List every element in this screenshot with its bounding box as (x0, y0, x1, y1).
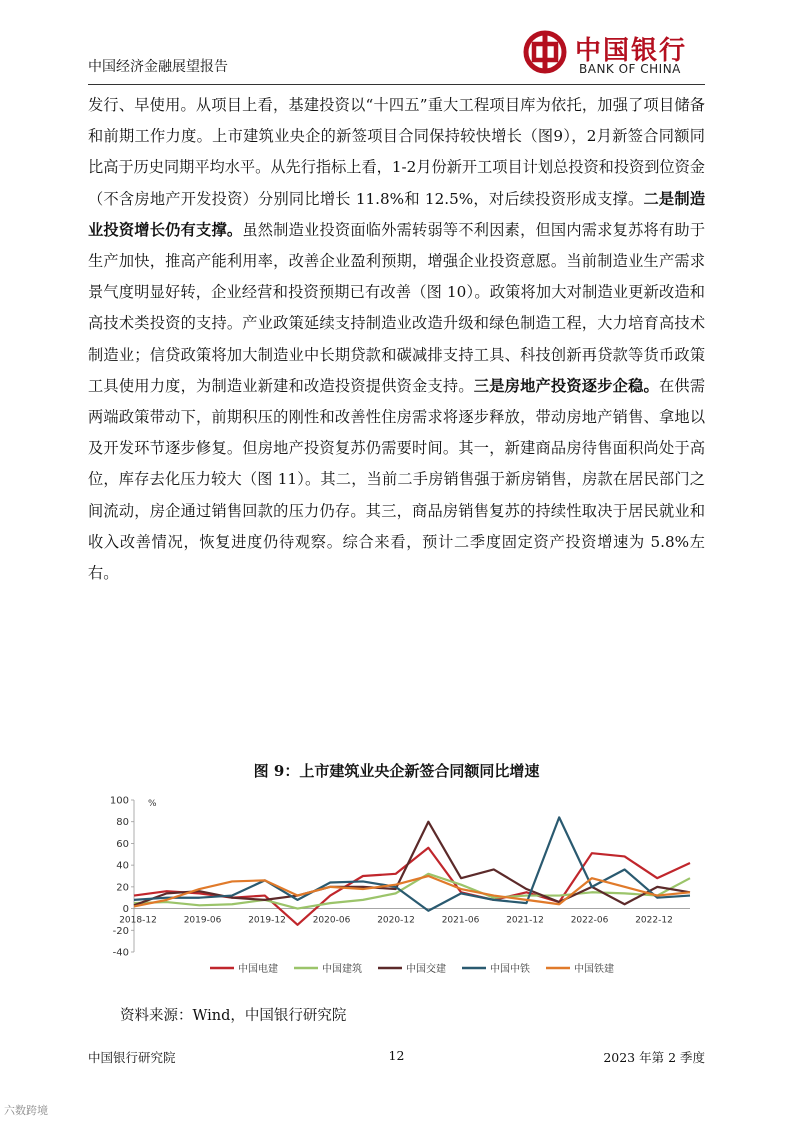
x-tick-label: 2022-12 (635, 915, 673, 926)
watermark-text: 六数跨境 (4, 1104, 48, 1117)
y-tick-label: 40 (116, 860, 129, 872)
page-footer (88, 1048, 705, 1068)
footer-org: 中国银行研究院 (88, 1050, 176, 1065)
x-tick-label: 2021-12 (506, 915, 544, 926)
body-bold-1: 二是制造业投资增长仍有支撑。 (88, 189, 706, 239)
bank-logo-icon (523, 30, 567, 74)
logo-english-name: BANK OF CHINA (579, 62, 681, 76)
x-tick-label: 2020-12 (377, 915, 415, 926)
x-tick-label: 2018-12 (119, 915, 157, 926)
legend-label-1: 中国电建 (238, 964, 278, 975)
x-tick-label: 2019-06 (183, 915, 222, 926)
page-number: 12 (388, 1048, 405, 1063)
y-tick-label: 100 (109, 795, 129, 807)
body-bold-2: 三是房地产投资逐步企稳。 (473, 376, 659, 395)
y-tick-label: 80 (116, 817, 129, 829)
series-line-5 (134, 876, 690, 906)
y-tick-label: -20 (112, 925, 129, 937)
x-tick-label: 2022-06 (570, 915, 609, 926)
line-chart (100, 790, 700, 985)
y-tick-label: 0 (122, 904, 129, 916)
x-tick-label: 2020-06 (312, 915, 351, 926)
legend-label-4: 中国中铁 (490, 964, 530, 975)
body-paragraph (88, 90, 705, 589)
body-segment-2: 虽然制造业投资面临外需转弱等不利因素，但国内需求复苏将有助于生产加快，推高产能利用率，改善企业盈利预期，增强企业投资意愿。当前制造业生产需求景气度明显好转，企业经营和投资预期已有改善（图 10）。政策将加大对制造业更新改造和高技术类投资的支持。产业政策延续支持制造业改造升级和绿色制造工程，大力培育高技术制造业；信贷政策将加大制造业中长期贷款和碳减排支持工具、科技创新再贷款等货币政策工具使用力度，为制造业新建和改造投资提供资金支持。 (88, 220, 706, 395)
footer-period: 2023 年第 2 季度 (603, 1050, 705, 1065)
figure-title: 图 9：上市建筑业央企新签合同额同比增速 (253, 762, 540, 780)
y-axis-unit: % (148, 799, 157, 809)
body-segment-1: 发行、早使用。从项目上看，基建投资以“十四五”重大工程项目库为依托，加强了项目储备和前期工作力度。上市建筑业央企的新签项目合同保持较快增长（图9），2月新签合同额同比高于历史同期平均水平。从先行指标上看，1-2月份新开工项目计划总投资和投资到位资金（不含房地产开发投资）分别同比增长 11.8%和 12.5%，对后续投资形成支撑。 (88, 96, 705, 208)
legend-label-5: 中国铁建 (574, 964, 614, 975)
x-tick-label: 2021-06 (441, 915, 480, 926)
x-tick-label: 2019-12 (248, 915, 286, 926)
legend-label-2: 中国建筑 (322, 964, 362, 975)
body-segment-3: 在供需两端政策带动下，前期积压的刚性和改善性住房需求将逐步释放，带动房地产销售、拿地以及开发环节逐步修复。但房地产投资复苏仍需要时间。其一，新建商品房待售面积尚处于高位，库存去化压力较大（图 11）。其二，当前二手房销售强于新房销售，房款在居民部门之间流动，房企通过销售回款的压力仍存。其三，商品房销售复苏的持续性取决于居民就业和收入改善情况，恢复进度仍待观察。综合来看，预计二季度固定资产投资增速为 5.8%左右。 (88, 376, 706, 583)
y-tick-label: -40 (112, 947, 129, 959)
report-title: 中国经济金融展望报告 (88, 59, 228, 75)
bank-of-china-logo (523, 28, 705, 80)
logo-chinese-name: 中国银行 (575, 36, 688, 66)
figure-source: 资料来源：Wind，中国银行研究院 (120, 1008, 347, 1024)
y-tick-label: 60 (116, 838, 129, 850)
y-tick-label: 20 (116, 882, 129, 894)
page-header (88, 26, 705, 85)
legend-label-3: 中国交建 (406, 964, 446, 975)
series-line-1 (134, 848, 690, 925)
series-line-4 (134, 817, 690, 910)
